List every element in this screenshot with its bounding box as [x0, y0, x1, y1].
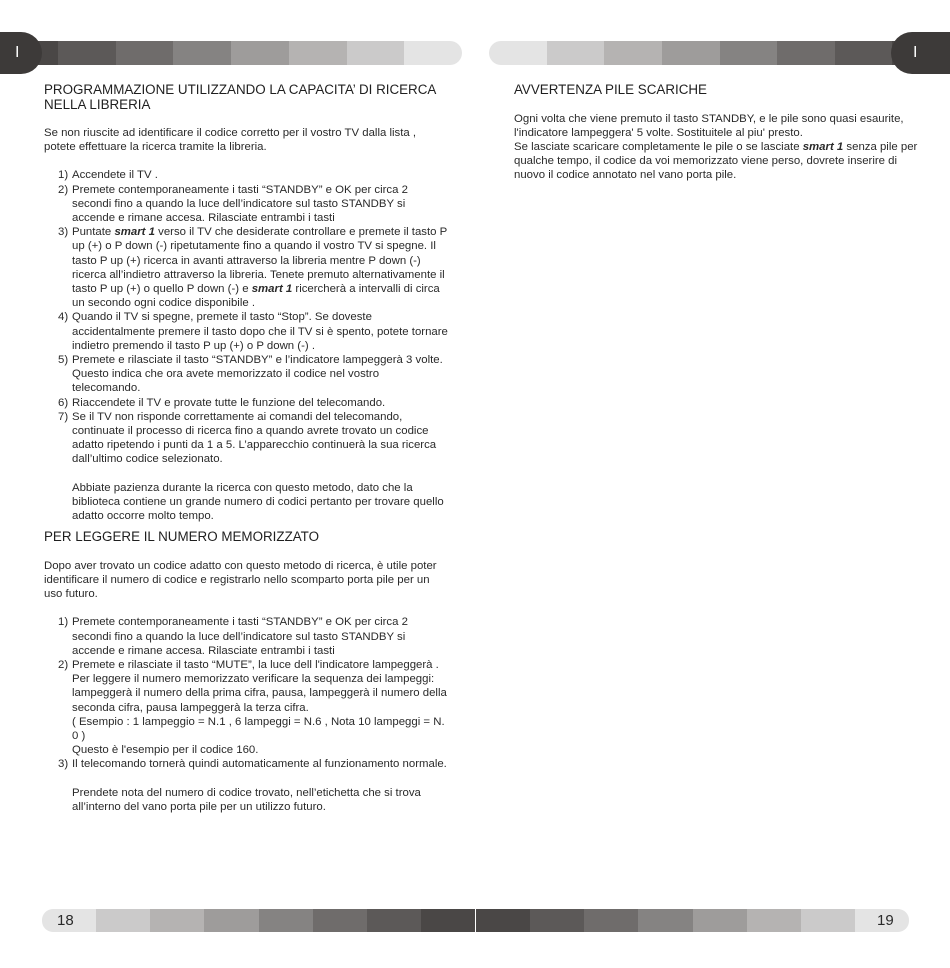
footer-band-left: [42, 909, 475, 932]
page-number-left: 18: [57, 912, 74, 929]
band-segment: [747, 909, 801, 932]
band-segment: [489, 41, 547, 65]
final-note: Prendete nota del numero di codice trovato, nell’etichetta che si trova all’interno del vano porta pile per un utilizzo futuro.: [72, 786, 421, 813]
list-item: 1) Accendete il TV .: [58, 169, 158, 182]
band-segment: [347, 41, 405, 65]
band-segment: [367, 909, 421, 932]
search-steps-list: [44, 168, 449, 466]
left-page: [44, 83, 449, 814]
band-segment: [693, 909, 747, 932]
band-segment: [777, 41, 835, 65]
band-segment: [313, 909, 367, 932]
band-segment: [547, 41, 605, 65]
brand-name: smart 1: [251, 283, 293, 296]
band-segment: [404, 41, 462, 65]
band-segment: [801, 909, 855, 932]
header-band-left: [0, 41, 462, 65]
band-segment: [604, 41, 662, 65]
band-segment: [720, 41, 778, 65]
list-item: 3) Puntate smart 1 verso il TV che desiderate controllare e premete il tasto P up (+) o P down (-) ripetutamente fino a quando il vostro TV si spegne. Il tasto P up (+) ricerca in avanti attraverso la libreria mentre P down (-) ricerca all’indietro attraverso la libreria. Tenete premuto alternativamente il tasto P up (+) o quello P down (-) e smart 1 ricercherà a intervalli di circa un secondo ogni codice disponibile .: [58, 226, 448, 310]
band-segment: [835, 41, 893, 65]
read-steps-list: [44, 615, 449, 771]
battery-paragraph-1: Ogni volta che viene premuto il tasto STANDBY, e le pile sono quasi esaurite, l'indicatore lampeggera' 5 volte. Sostituitele al piu' presto.: [514, 112, 904, 139]
list-item: 2) Premete e rilasciate il tasto “MUTE”, la luce dell l'indicatore lampeggerà . Per leggere il numero memorizzato verificare la sequenza dei lampeggi: lampeggerà il numero della prima cifra, pausa, lampeggerà il numero della seconda cifra, pausa lampeggerà la terza cifra. ( Esempio : 1 lampeggio = N.1 , 6 lampeggi = N.6 , Nota 10 lampeggi = N. 0 ) Questo è l'esempio per il codice 160.: [58, 659, 447, 757]
section-title-low-battery: AVVERTENZA PILE SCARICHE: [514, 82, 707, 97]
patience-note: Abbiate pazienza durante la ricerca con questo metodo, dato che la biblioteca contiene un grande numero di codici pertanto per trovare quello adatto occorre molto tempo.: [72, 481, 444, 523]
list-item: 6) Riaccendete il TV e provate tutte le funzione del telecomando.: [58, 396, 386, 409]
battery-paragraph-2: Se lasciate scaricare completamente le pile o se lasciate smart 1 senza pile per qualche tempo, il codice da voi memorizzato viene perso, dovrete inserire di nuovo il codice annotato nel vano porta pile.: [514, 140, 918, 182]
section-title-read-number: PER LEGGERE IL NUMERO MEMORIZZATO: [44, 529, 320, 545]
language-tab-left: I: [0, 32, 42, 74]
band-segment: [204, 909, 258, 932]
band-segment: [421, 909, 475, 932]
right-page: [514, 83, 919, 183]
band-segment: [530, 909, 584, 932]
list-item: 4) Quando il TV si spegne, premete il tasto “Stop”. Se doveste accidentalmente premere il tasto dopo che il TV si è spento, potete tornare indietro premendo il tasto P up (+) o P down (-) .: [58, 311, 448, 352]
list-item: 1) Premete contemporaneamente i tasti “STANDBY” e OK per circa 2 secondi fino a quando la luce dell’indicatore sul tasto STANDBY si accende e rimane accesa. Rilasciate entrambi i tasti: [58, 616, 408, 657]
list-item: 2) Premete contemporaneamente i tasti “STANDBY” e OK per circa 2 secondi fino a quando la luce dell’indicatore sul tasto STANDBY si accende e rimane accesa. Rilasciate entrambi i tasti: [58, 183, 408, 225]
band-segment: [289, 41, 347, 65]
band-segment: [476, 909, 530, 932]
band-segment: [259, 909, 313, 932]
band-segment: [150, 909, 204, 932]
list-item: 5) Premete e rilasciate il tasto “STANDBY” e l’indicatore lampeggerà 3 volte. Questo indica che ora avete memorizzato il codice nel vostro telecomando.: [58, 354, 443, 395]
band-segment: [58, 41, 116, 65]
list-item: 7) Se il TV non risponde correttamente ai comandi del telecomando, continuate il processo di ricerca fino a quando avrete trovato un codice adatto ripetendo i punti da 1 a 5. L’apparecchio continuerà la sua ricerca dall’ultimo codice selezionato.: [58, 410, 437, 466]
page-number-right: 19: [877, 912, 894, 929]
brand-name: smart 1: [802, 140, 844, 153]
band-segment: [231, 41, 289, 65]
brand-name: smart 1: [114, 226, 155, 239]
band-segment: [116, 41, 174, 65]
header-band-right: [489, 41, 950, 65]
intro-paragraph: Se non riuscite ad identificare il codice corretto per il vostro TV dalla lista , potete effettuare la ricerca tramite la libreria.: [44, 127, 417, 154]
intro-paragraph-2: Dopo aver trovato un codice adatto con questo metodo di ricerca, è utile poter identificare il numero di codice e registrarlo nello scomparto porta pile per un uso futuro.: [44, 559, 437, 601]
band-segment: [96, 909, 150, 932]
section-title-library-search: PROGRAMMAZIONE UTILIZZANDO LA CAPACITA’ DI RICERCA NELLA LIBRERIA: [44, 82, 436, 112]
band-segment: [638, 909, 692, 932]
band-segment: [173, 41, 231, 65]
list-item: 3) Il telecomando tornerà quindi automaticamente al funzionamento normale.: [58, 758, 447, 771]
band-segment: [584, 909, 638, 932]
footer-band-right: [476, 909, 909, 932]
band-segment: [662, 41, 720, 65]
language-tab-right: I: [891, 32, 950, 74]
